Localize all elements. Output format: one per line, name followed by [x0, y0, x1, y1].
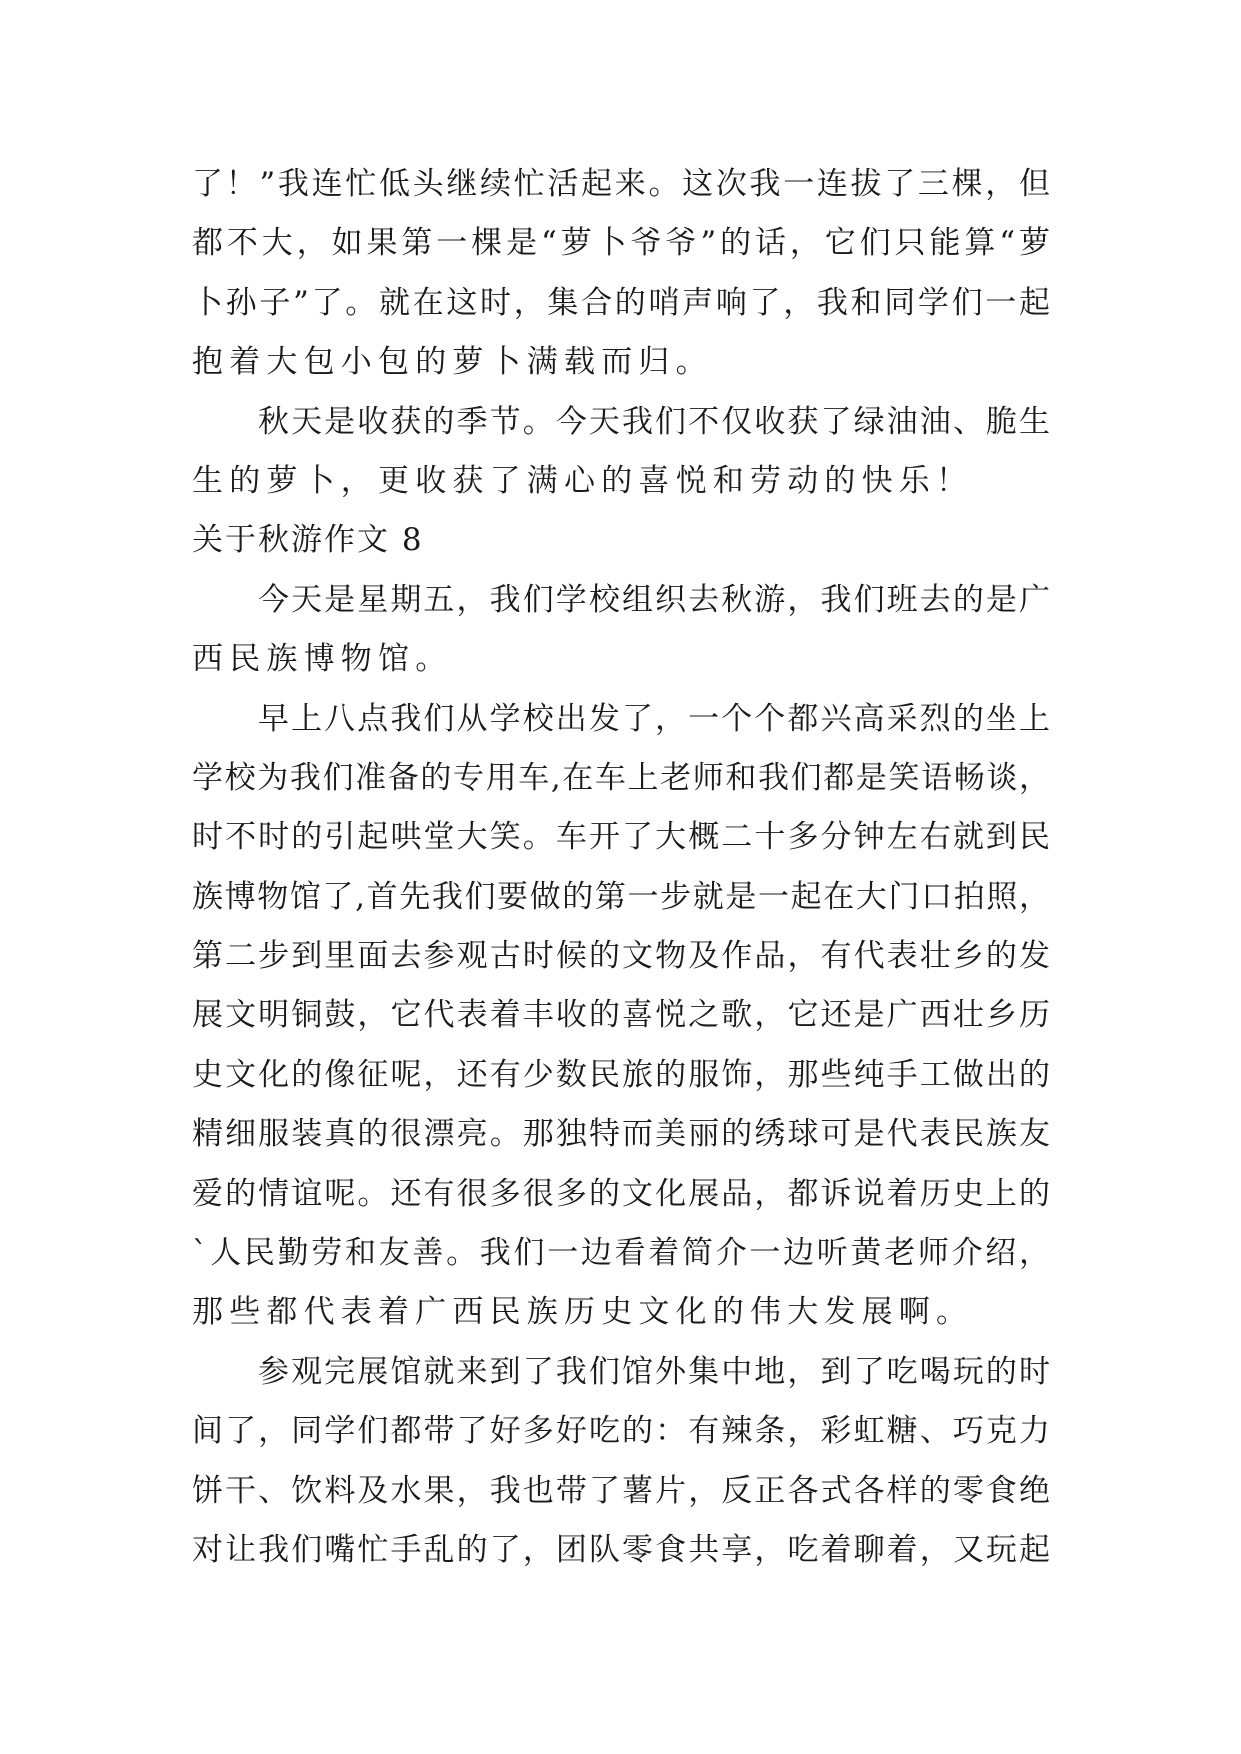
text-line: 精细服装真的很漂亮。那独特而美丽的绣球可是代表民族友 — [192, 1116, 1050, 1153]
text-line: 秋天是收获的季节。今天我们不仅收获了绿油油、脆生 — [258, 403, 1050, 440]
text-line: 那些都代表着广西民族历史文化的伟大发展啊。 — [192, 1294, 974, 1331]
text-line: 爱的情谊呢。还有很多很多的文化展品，都诉说着历史上的 — [192, 1175, 1050, 1212]
text-line: 抱着大包小包的萝卜满载而归。 — [192, 344, 713, 381]
text-line: 都不大，如果第一棵是“萝卜爷爷”的话，它们只能算“萝 — [192, 225, 1050, 262]
section-heading: 关于秋游作文 8 — [192, 522, 424, 559]
text-line: 对让我们嘴忙手乱的了，团队零食共享，吃着聊着，又玩起 — [192, 1531, 1050, 1568]
document-page — [192, 155, 1050, 1580]
text-line: 间了，同学们都带了好多好吃的：有辣条，彩虹糖、巧克力 — [192, 1413, 1050, 1450]
text-line: 生的萝卜，更收获了满心的喜悦和劳动的快乐！ — [192, 462, 974, 499]
text-line: 了！”我连忙低头继续忙活起来。这次我一连拔了三棵，但 — [192, 166, 1050, 202]
text-line: 学校为我们准备的专用车,在车上老师和我们都是笑语畅谈， — [192, 759, 1050, 796]
text-line: `人民勤劳和友善。我们一边看着简介一边听黄老师介绍， — [192, 1235, 1050, 1272]
text-line: 卜孙子”了。就在这时，集合的哨声响了，我和同学们一起 — [192, 284, 1050, 321]
text-line: 展文明铜鼓，它代表着丰收的喜悦之歌，它还是广西壮乡历 — [192, 997, 1050, 1034]
text-line: 饼干、饮料及水果，我也带了薯片，反正各式各样的零食绝 — [192, 1472, 1050, 1509]
text-line: 第二步到里面去参观古时候的文物及作品，有代表壮乡的发 — [192, 938, 1050, 975]
text-line: 西民族博物馆。 — [192, 641, 453, 678]
text-line: 今天是星期五，我们学校组织去秋游，我们班去的是广 — [258, 581, 1050, 618]
text-line: 史文化的像征呢，还有少数民旅的服饰，那些纯手工做出的 — [192, 1056, 1050, 1093]
text-line: 早上八点我们从学校出发了，一个个都兴高采烈的坐上 — [258, 700, 1050, 737]
text-line: 时不时的引起哄堂大笑。车开了大概二十多分钟左右就到民 — [192, 819, 1050, 856]
text-line: 族博物馆了,首先我们要做的第一步就是一起在大门口拍照， — [192, 878, 1050, 915]
text-line: 参观完展馆就来到了我们馆外集中地，到了吃喝玩的时 — [258, 1353, 1050, 1390]
